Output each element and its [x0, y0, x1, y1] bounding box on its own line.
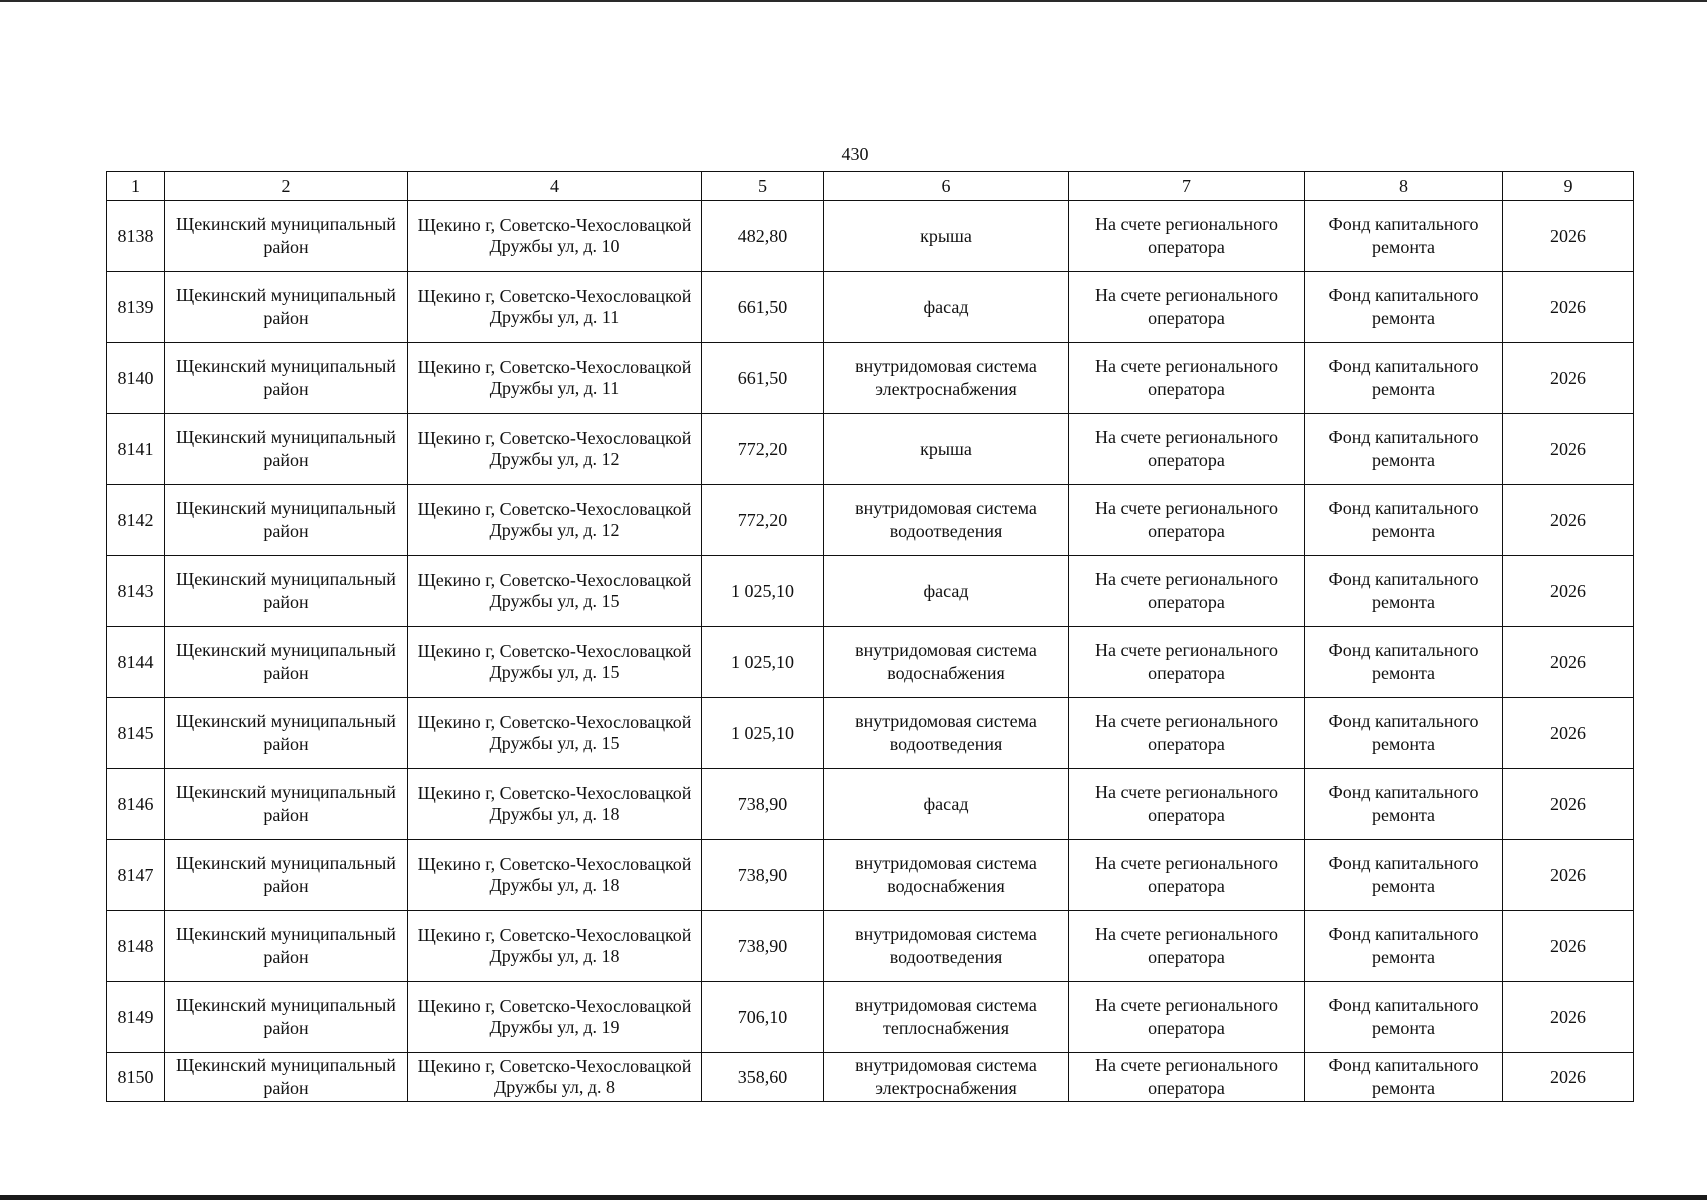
address-cell: Щекино г, Советско-Чехословацкой Дружбы ул, д. 15 [408, 556, 702, 627]
district-cell: Щекинский муниципальный район [165, 343, 408, 414]
area-cell: 738,90 [702, 911, 824, 982]
table-row [107, 911, 1634, 982]
funding-source-cell: Фонд капитального ремонта [1305, 414, 1503, 485]
planned-year-cell: 2026 [1503, 201, 1634, 272]
work-type-cell: крыша [824, 414, 1069, 485]
table-row [107, 201, 1634, 272]
account-method-cell: На счете регионального оператора [1069, 1053, 1305, 1102]
district-cell: Щекинский муниципальный район [165, 556, 408, 627]
work-type-cell: внутридомовая система водоотведения [824, 698, 1069, 769]
funding-source-cell: Фонд капитального ремонта [1305, 343, 1503, 414]
address-cell: Щекино г, Советско-Чехословацкой Дружбы ул, д. 19 [408, 982, 702, 1053]
work-type-cell: фасад [824, 556, 1069, 627]
table-row [107, 343, 1634, 414]
table-row [107, 1053, 1634, 1102]
area-cell: 1 025,10 [702, 556, 824, 627]
account-method-cell: На счете регионального оператора [1069, 272, 1305, 343]
planned-year-cell: 2026 [1503, 698, 1634, 769]
address-cell: Щекино г, Советско-Чехословацкой Дружбы ул, д. 12 [408, 485, 702, 556]
account-method-cell: На счете регионального оператора [1069, 414, 1305, 485]
funding-source-cell: Фонд капитального ремонта [1305, 698, 1503, 769]
planned-year-cell: 2026 [1503, 1053, 1634, 1102]
column-number-cell: 6 [824, 172, 1069, 201]
funding-source-cell: Фонд капитального ремонта [1305, 556, 1503, 627]
table-row [107, 769, 1634, 840]
funding-source-cell: Фонд капитального ремонта [1305, 627, 1503, 698]
area-cell: 661,50 [702, 272, 824, 343]
district-cell: Щекинский муниципальный район [165, 840, 408, 911]
funding-source-cell: Фонд капитального ремонта [1305, 485, 1503, 556]
column-number-cell: 9 [1503, 172, 1634, 201]
column-number-cell: 4 [408, 172, 702, 201]
row-number-cell: 8140 [107, 343, 165, 414]
table-row [107, 272, 1634, 343]
planned-year-cell: 2026 [1503, 343, 1634, 414]
area-cell: 1 025,10 [702, 698, 824, 769]
column-number-cell: 7 [1069, 172, 1305, 201]
row-number-cell: 8141 [107, 414, 165, 485]
row-number-cell: 8142 [107, 485, 165, 556]
district-cell: Щекинский муниципальный район [165, 982, 408, 1053]
planned-year-cell: 2026 [1503, 840, 1634, 911]
district-cell: Щекинский муниципальный район [165, 769, 408, 840]
account-method-cell: На счете регионального оператора [1069, 485, 1305, 556]
row-number-cell: 8144 [107, 627, 165, 698]
column-number-cell: 5 [702, 172, 824, 201]
area-cell: 706,10 [702, 982, 824, 1053]
row-number-cell: 8148 [107, 911, 165, 982]
work-type-cell: крыша [824, 201, 1069, 272]
row-number-cell: 8146 [107, 769, 165, 840]
address-cell: Щекино г, Советско-Чехословацкой Дружбы ул, д. 12 [408, 414, 702, 485]
address-cell: Щекино г, Советско-Чехословацкой Дружбы ул, д. 11 [408, 272, 702, 343]
work-type-cell: фасад [824, 769, 1069, 840]
planned-year-cell: 2026 [1503, 911, 1634, 982]
funding-source-cell: Фонд капитального ремонта [1305, 911, 1503, 982]
address-cell: Щекино г, Советско-Чехословацкой Дружбы ул, д. 15 [408, 698, 702, 769]
planned-year-cell: 2026 [1503, 485, 1634, 556]
table-row [107, 556, 1634, 627]
row-number-cell: 8138 [107, 201, 165, 272]
row-number-cell: 8143 [107, 556, 165, 627]
funding-source-cell: Фонд капитального ремонта [1305, 1053, 1503, 1102]
account-method-cell: На счете регионального оператора [1069, 911, 1305, 982]
table-row [107, 698, 1634, 769]
funding-source-cell: Фонд капитального ремонта [1305, 272, 1503, 343]
funding-source-cell: Фонд капитального ремонта [1305, 840, 1503, 911]
area-cell: 358,60 [702, 1053, 824, 1102]
district-cell: Щекинский муниципальный район [165, 698, 408, 769]
table-row [107, 627, 1634, 698]
address-cell: Щекино г, Советско-Чехословацкой Дружбы ул, д. 15 [408, 627, 702, 698]
address-cell: Щекино г, Советско-Чехословацкой Дружбы ул, д. 18 [408, 911, 702, 982]
area-cell: 1 025,10 [702, 627, 824, 698]
table-row [107, 840, 1634, 911]
area-cell: 661,50 [702, 343, 824, 414]
register-body [107, 172, 1634, 1102]
area-cell: 772,20 [702, 485, 824, 556]
planned-year-cell: 2026 [1503, 769, 1634, 840]
register-table [106, 171, 1634, 1102]
district-cell: Щекинский муниципальный район [165, 627, 408, 698]
work-type-cell: внутридомовая система электроснабжения [824, 343, 1069, 414]
area-cell: 772,20 [702, 414, 824, 485]
address-cell: Щекино г, Советско-Чехословацкой Дружбы ул, д. 18 [408, 769, 702, 840]
column-number-cell: 8 [1305, 172, 1503, 201]
district-cell: Щекинский муниципальный район [165, 1053, 408, 1102]
account-method-cell: На счете регионального оператора [1069, 982, 1305, 1053]
column-number-row [107, 172, 1634, 201]
funding-source-cell: Фонд капитального ремонта [1305, 201, 1503, 272]
planned-year-cell: 2026 [1503, 272, 1634, 343]
scan-edge-top [0, 0, 1707, 2]
scan-edge-bottom [0, 1195, 1707, 1200]
address-cell: Щекино г, Советско-Чехословацкой Дружбы ул, д. 8 [408, 1053, 702, 1102]
address-cell: Щекино г, Советско-Чехословацкой Дружбы ул, д. 11 [408, 343, 702, 414]
row-number-cell: 8147 [107, 840, 165, 911]
work-type-cell: внутридомовая система водоотведения [824, 911, 1069, 982]
area-cell: 482,80 [702, 201, 824, 272]
address-cell: Щекино г, Советско-Чехословацкой Дружбы ул, д. 18 [408, 840, 702, 911]
row-number-cell: 8149 [107, 982, 165, 1053]
planned-year-cell: 2026 [1503, 414, 1634, 485]
row-number-cell: 8139 [107, 272, 165, 343]
account-method-cell: На счете регионального оператора [1069, 556, 1305, 627]
row-number-cell: 8150 [107, 1053, 165, 1102]
work-type-cell: внутридомовая система теплоснабжения [824, 982, 1069, 1053]
planned-year-cell: 2026 [1503, 982, 1634, 1053]
table-row [107, 485, 1634, 556]
account-method-cell: На счете регионального оператора [1069, 343, 1305, 414]
table-row [107, 414, 1634, 485]
funding-source-cell: Фонд капитального ремонта [1305, 982, 1503, 1053]
district-cell: Щекинский муниципальный район [165, 272, 408, 343]
district-cell: Щекинский муниципальный район [165, 201, 408, 272]
work-type-cell: внутридомовая система водоотведения [824, 485, 1069, 556]
planned-year-cell: 2026 [1503, 627, 1634, 698]
page-number: 430 [841, 144, 869, 164]
account-method-cell: На счете регионального оператора [1069, 769, 1305, 840]
work-type-cell: внутридомовая система водоснабжения [824, 840, 1069, 911]
district-cell: Щекинский муниципальный район [165, 911, 408, 982]
account-method-cell: На счете регионального оператора [1069, 201, 1305, 272]
account-method-cell: На счете регионального оператора [1069, 627, 1305, 698]
funding-source-cell: Фонд капитального ремонта [1305, 769, 1503, 840]
district-cell: Щекинский муниципальный район [165, 414, 408, 485]
table-row [107, 982, 1634, 1053]
work-type-cell: внутридомовая система электроснабжения [824, 1053, 1069, 1102]
column-number-cell: 1 [107, 172, 165, 201]
work-type-cell: фасад [824, 272, 1069, 343]
planned-year-cell: 2026 [1503, 556, 1634, 627]
area-cell: 738,90 [702, 769, 824, 840]
account-method-cell: На счете регионального оператора [1069, 840, 1305, 911]
column-number-cell: 2 [165, 172, 408, 201]
area-cell: 738,90 [702, 840, 824, 911]
address-cell: Щекино г, Советско-Чехословацкой Дружбы ул, д. 10 [408, 201, 702, 272]
row-number-cell: 8145 [107, 698, 165, 769]
work-type-cell: внутридомовая система водоснабжения [824, 627, 1069, 698]
account-method-cell: На счете регионального оператора [1069, 698, 1305, 769]
district-cell: Щекинский муниципальный район [165, 485, 408, 556]
